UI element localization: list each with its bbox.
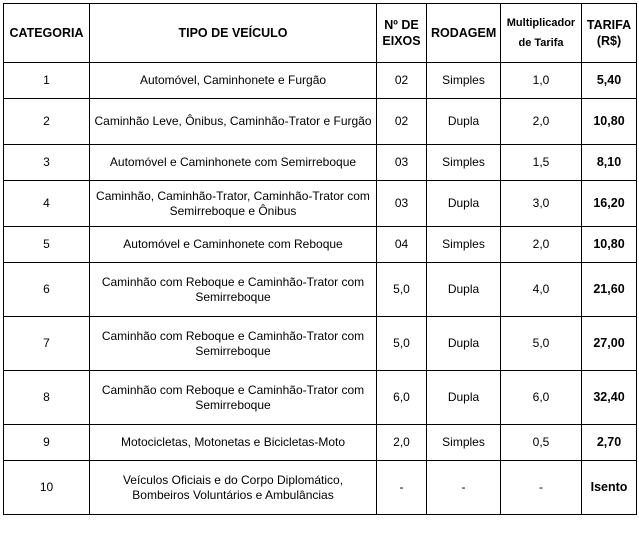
table-row [4, 181, 637, 227]
cell-rodagem: Simples [427, 425, 501, 461]
cell-categoria: 6 [4, 263, 90, 317]
cell-eixos: 5,0 [377, 317, 427, 371]
table-row [4, 371, 637, 425]
cell-tarifa: 10,80 [582, 99, 637, 145]
cell-rodagem: Simples [427, 227, 501, 263]
cell-tipo: Automóvel e Caminhonete com Semirreboque [90, 145, 377, 181]
header-categoria: CATEGORIA [4, 4, 90, 63]
cell-eixos: 02 [377, 99, 427, 145]
header-tipo-veiculo: TIPO DE VEÍCULO [90, 4, 377, 63]
cell-multiplicador: 4,0 [501, 263, 582, 317]
cell-eixos: 02 [377, 63, 427, 99]
cell-rodagem: - [427, 461, 501, 515]
header-multiplicador: Multiplicador de Tarifa [501, 4, 582, 63]
cell-eixos: 6,0 [377, 371, 427, 425]
cell-categoria: 3 [4, 145, 90, 181]
cell-tarifa: 32,40 [582, 371, 637, 425]
cell-eixos: - [377, 461, 427, 515]
cell-categoria: 5 [4, 227, 90, 263]
table-row [4, 425, 637, 461]
table-row [4, 99, 637, 145]
cell-tarifa: 8,10 [582, 145, 637, 181]
cell-tipo: Caminhão com Reboque e Caminhão-Trator com Semirreboque [90, 371, 377, 425]
cell-rodagem: Dupla [427, 181, 501, 227]
cell-categoria: 9 [4, 425, 90, 461]
cell-categoria: 2 [4, 99, 90, 145]
table-row [4, 227, 637, 263]
cell-tipo: Caminhão, Caminhão-Trator, Caminhão-Trator com Semirreboque e Ônibus [90, 181, 377, 227]
table-row [4, 263, 637, 317]
cell-multiplicador: 6,0 [501, 371, 582, 425]
cell-categoria: 4 [4, 181, 90, 227]
toll-fare-table [3, 3, 637, 515]
cell-rodagem: Dupla [427, 371, 501, 425]
cell-multiplicador: 1,0 [501, 63, 582, 99]
cell-eixos: 04 [377, 227, 427, 263]
cell-rodagem: Dupla [427, 317, 501, 371]
cell-tipo: Caminhão com Reboque e Caminhão-Trator com Semirreboque [90, 263, 377, 317]
cell-multiplicador: 2,0 [501, 99, 582, 145]
cell-rodagem: Simples [427, 145, 501, 181]
cell-multiplicador: 0,5 [501, 425, 582, 461]
table-row [4, 145, 637, 181]
cell-categoria: 8 [4, 371, 90, 425]
table-row [4, 63, 637, 99]
cell-rodagem: Dupla [427, 263, 501, 317]
cell-tipo: Automóvel e Caminhonete com Reboque [90, 227, 377, 263]
cell-multiplicador: 5,0 [501, 317, 582, 371]
cell-multiplicador: 2,0 [501, 227, 582, 263]
cell-categoria: 10 [4, 461, 90, 515]
table-row [4, 461, 637, 515]
toll-table-container [3, 3, 637, 515]
cell-rodagem: Dupla [427, 99, 501, 145]
cell-eixos: 03 [377, 181, 427, 227]
header-rodagem: RODAGEM [427, 4, 501, 63]
cell-tipo: Veículos Oficiais e do Corpo Diplomático, Bombeiros Voluntários e Ambulâncias [90, 461, 377, 515]
cell-eixos: 5,0 [377, 263, 427, 317]
cell-categoria: 1 [4, 63, 90, 99]
table-row [4, 317, 637, 371]
cell-tipo: Automóvel, Caminhonete e Furgão [90, 63, 377, 99]
cell-tarifa: 2,70 [582, 425, 637, 461]
cell-eixos: 2,0 [377, 425, 427, 461]
cell-tipo: Motocicletas, Motonetas e Bicicletas-Moto [90, 425, 377, 461]
cell-tipo: Caminhão Leve, Ônibus, Caminhão-Trator e Furgão [90, 99, 377, 145]
header-tarifa: TARIFA (R$) [582, 4, 637, 63]
cell-tarifa: 16,20 [582, 181, 637, 227]
cell-multiplicador: - [501, 461, 582, 515]
cell-tarifa: 21,60 [582, 263, 637, 317]
cell-multiplicador: 1,5 [501, 145, 582, 181]
cell-multiplicador: 3,0 [501, 181, 582, 227]
cell-eixos: 03 [377, 145, 427, 181]
cell-tipo: Caminhão com Reboque e Caminhão-Trator com Semirreboque [90, 317, 377, 371]
cell-tarifa: 27,00 [582, 317, 637, 371]
cell-rodagem: Simples [427, 63, 501, 99]
header-eixos: Nº DE EIXOS [377, 4, 427, 63]
header-row [4, 4, 637, 63]
cell-tarifa: 10,80 [582, 227, 637, 263]
cell-tarifa: Isento [582, 461, 637, 515]
cell-categoria: 7 [4, 317, 90, 371]
cell-tarifa: 5,40 [582, 63, 637, 99]
